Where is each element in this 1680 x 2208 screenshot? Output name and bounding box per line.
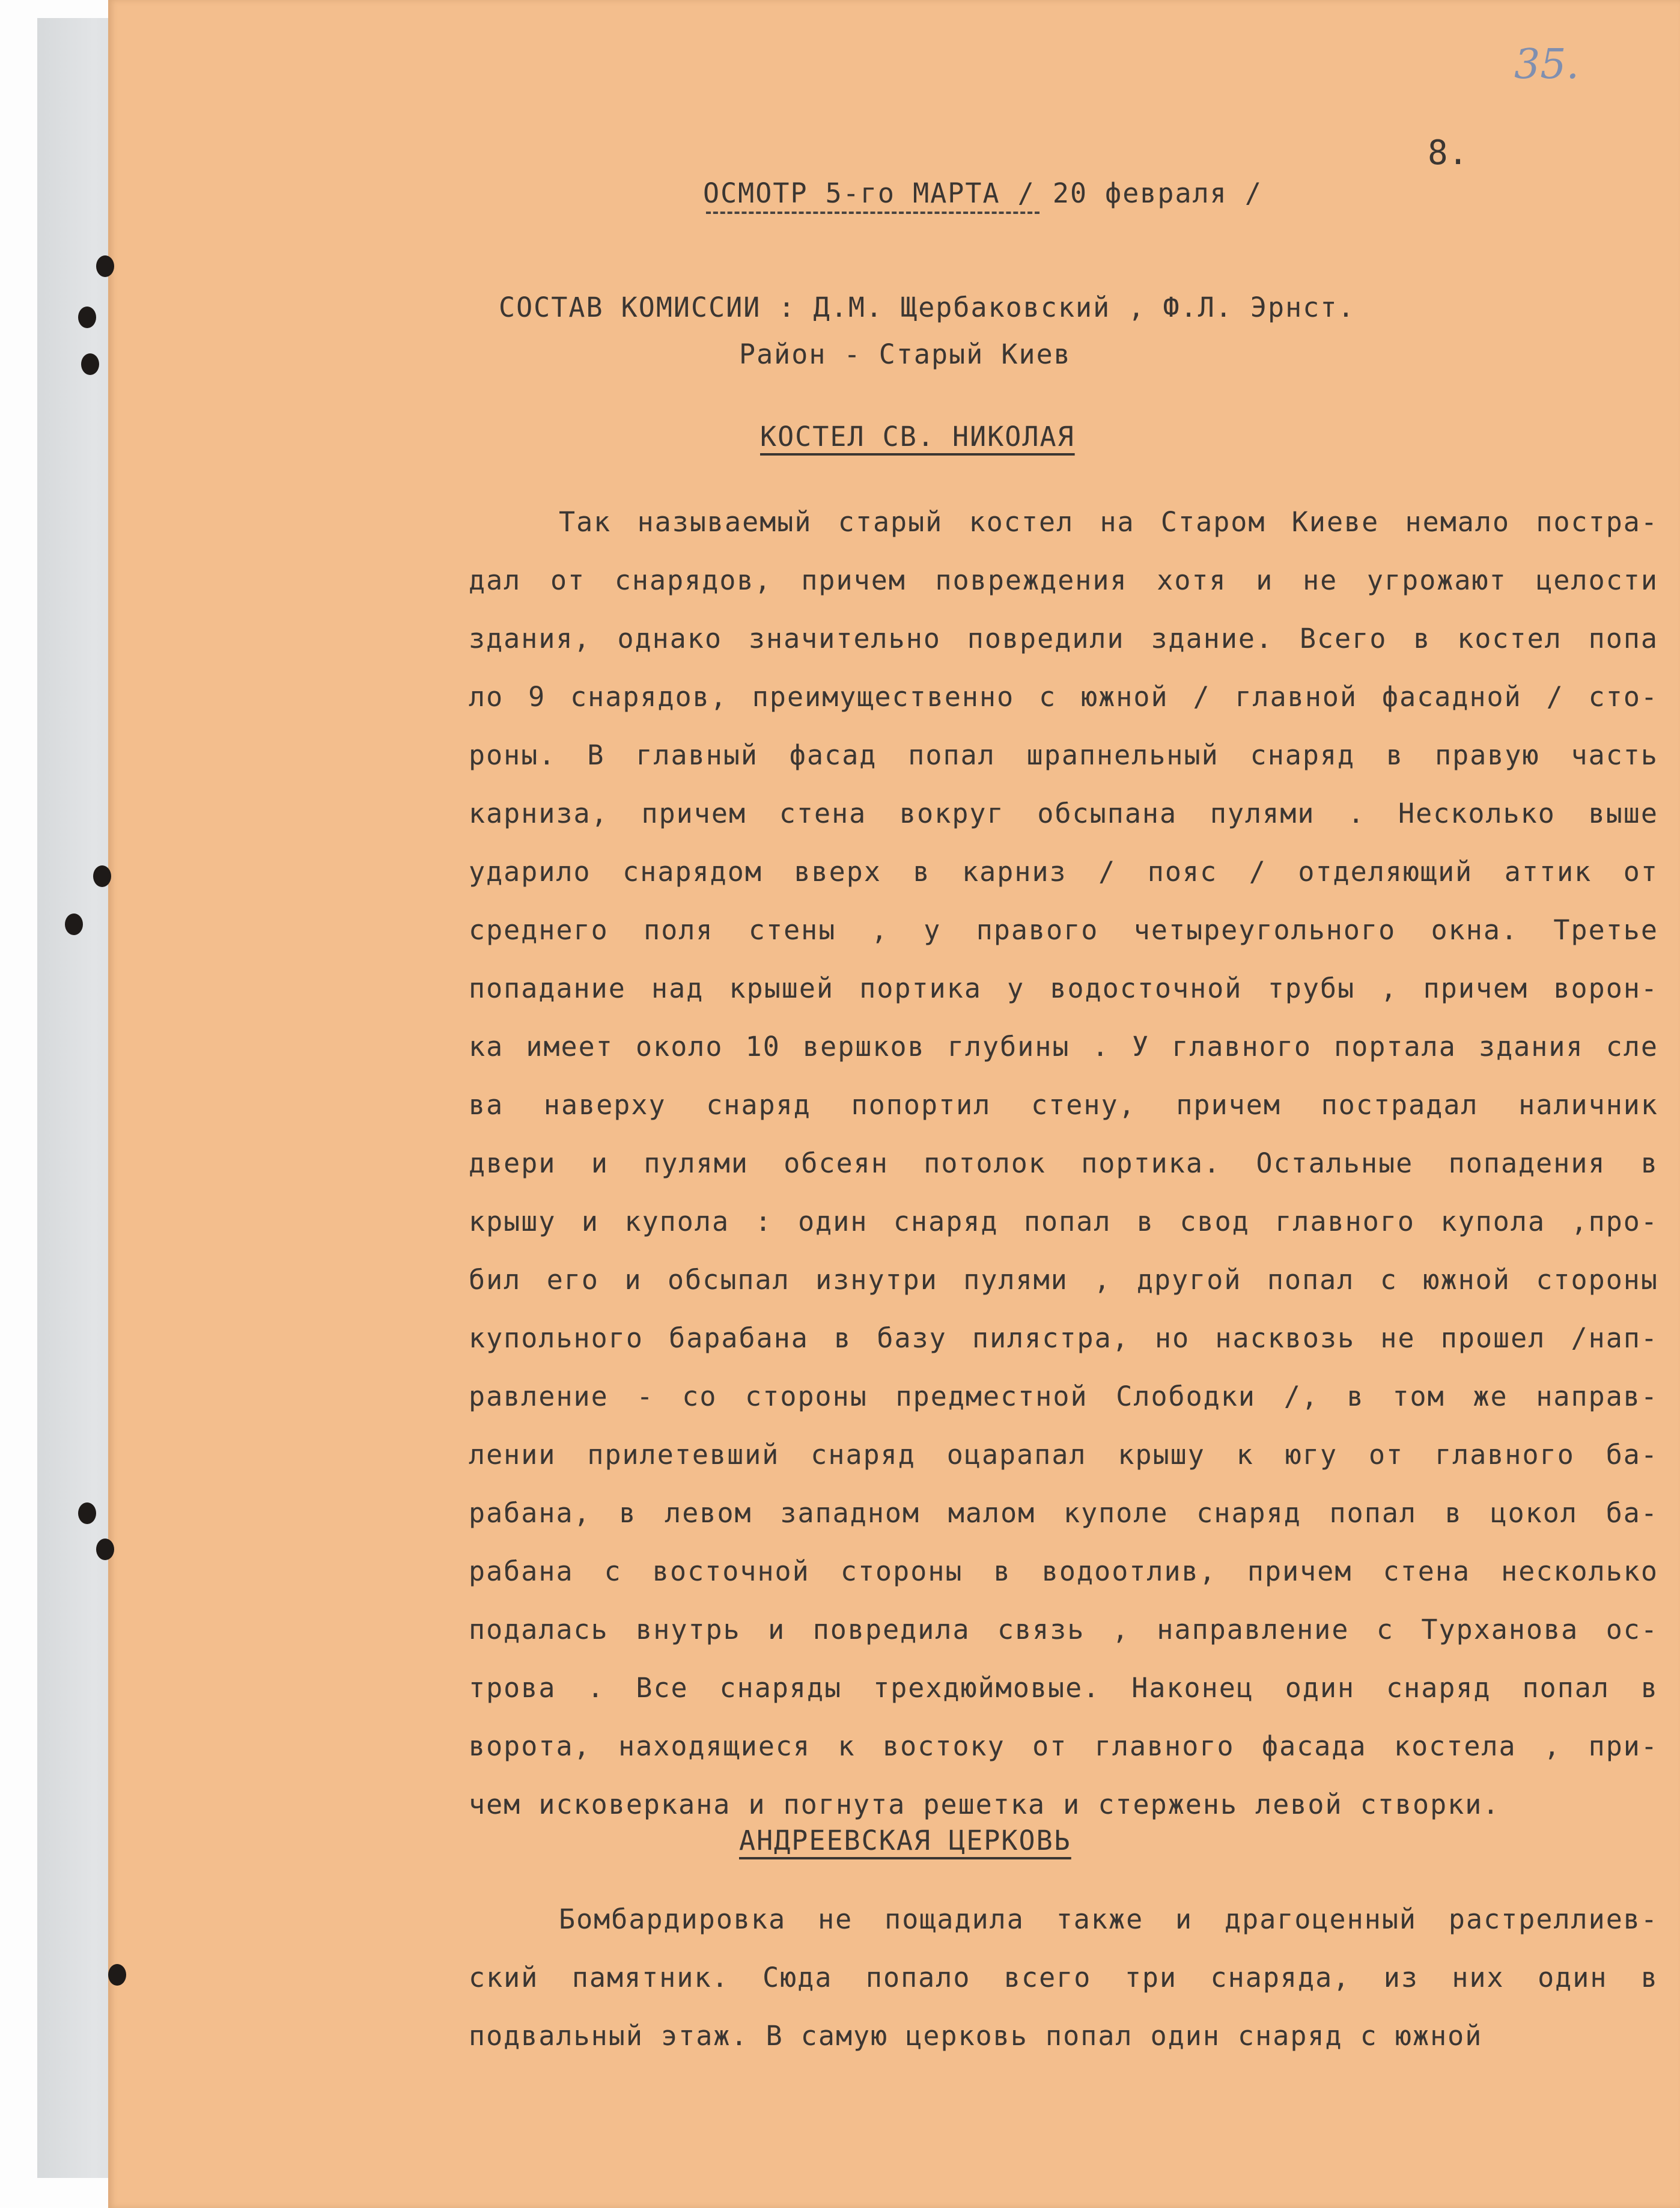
paragraph-kostel [469,493,1658,1834]
punch-hole [78,1502,96,1524]
archive-folio-number: 35. [1514,41,1580,88]
title-underline [706,212,1039,214]
section-heading-kostel: КОСТЕЛ СВ. НИКОЛАЯ [760,421,1075,453]
punch-hole [65,913,83,935]
text-line: ворота, находящиеся к востоку от главного фасада костела , при- [469,1730,1658,1762]
text-line: равление - со стороны предместной Слободки /, в том же направ- [469,1380,1658,1412]
text-line: ло 9 снарядов, преимущественно с южной / главной фасадной / сто- [469,681,1658,713]
punch-hole [78,306,96,328]
text-line: ва наверху снаряд попортил стену, причем пострадал наличник [469,1089,1658,1121]
text-line: купольного барабана в базу пилястра, но насквозь не прошел /нап- [469,1322,1658,1354]
text-line: чем исковеркана и погнута решетка и стержень левой створки. [469,1789,1500,1820]
text-line: двери и пулями обсеян потолок портика. Остальные попадения в [469,1147,1658,1179]
text-line: рабана с восточной стороны в водоотлив, причем стена несколько [469,1555,1658,1587]
punch-hole [93,865,111,887]
commission-line: СОСТАВ КОМИССИИ : Д.М. Щербаковский , Ф.Л. Эрнст. [499,291,1356,323]
text-line: подвальный этаж. В самую церковь попал один снаряд с южной [469,2020,1483,2052]
section-heading-andreevskaya: АНДРЕЕВСКАЯ ЦЕРКОВЬ [739,1825,1071,1856]
text-line: ударило снарядом вверх в карниз / пояс / отделяющий аттик от [469,856,1658,888]
paragraph-andreevskaya [469,1890,1658,2065]
punch-hole [81,353,99,375]
punch-hole [96,1539,114,1560]
text-line: лении прилетевший снаряд оцарапал крышу к югу от главного ба- [469,1439,1658,1471]
punch-hole [108,1964,126,1986]
text-line: дал от снарядов, причем повреждения хотя и не угрожают целости [469,564,1658,596]
text-line: попадание над крышей портика у водосточной трубы , причем ворон- [469,972,1658,1004]
document-title: ОСМОТР 5-го МАРТА / 20 февраля / [703,177,1262,209]
text-line: ский памятник. Сюда попало всего три снаряда, из них один в [469,1962,1658,1993]
text-line: среднего поля стены , у правого четыреугольного окна. Третье [469,914,1658,946]
text-line: здания, однако значительно повредили здание. Всего в костел попа [469,623,1658,654]
text-line: ка имеет около 10 вершков глубины . У главного портала здания сле [469,1031,1658,1063]
text-line: трова . Все снаряды трехдюймовые. Наконец один снаряд попал в [469,1672,1658,1704]
text-line: Так называемый старый костел на Старом Киеве немало постра- [559,506,1658,538]
text-line: роны. В главный фасад попал шрапнельный снаряд в правую часть [469,739,1658,771]
text-line: крышу и купола : один снаряд попал в свод главного купола ,про- [469,1206,1658,1237]
district-line: Район - Старый Киев [739,338,1071,370]
text-line: подалась внутрь и повредила связь , направление с Турханова ос- [469,1614,1658,1645]
text-line: бил его и обсыпал изнутри пулями , другой попал с южной стороны [469,1264,1658,1296]
text-line: рабана, в левом западном малом куполе снаряд попал в цокол ба- [469,1497,1658,1529]
punch-hole [96,255,114,277]
text-line: карниза, причем стена вокруг обсыпана пулями . Несколько выше [469,798,1658,829]
page-number: 8. [1428,133,1468,172]
text-line: Бомбардировка не пощадила также и драгоценный растреллиев- [559,1903,1658,1935]
